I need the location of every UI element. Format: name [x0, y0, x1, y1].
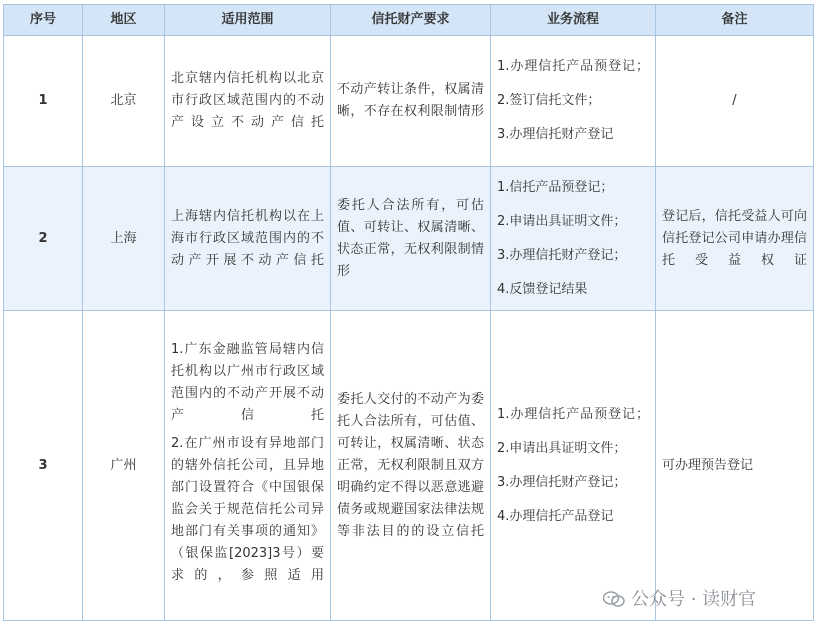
- cell-process: [491, 167, 656, 311]
- process-step: 2.申请出具证明文件；: [497, 440, 627, 456]
- scope-item: 2.在广州市设有异地部门的辖外信托公司，且异地部门设置符合《中国银保监会关于规范信托公司异地部门有关事项的通知》（银保监[2023]3号）要求的，参照适用: [171, 435, 324, 583]
- cell-no: 2: [4, 167, 83, 311]
- header-remark: 备注: [656, 5, 814, 36]
- cell-region: 上海: [83, 167, 165, 311]
- remark-text: 登记后，信托受益人可向信托登记公司申请办理信托受益权证: [662, 208, 807, 268]
- cell-region: 广州: [83, 311, 165, 621]
- cell-process: [491, 36, 656, 167]
- table-row: [4, 311, 814, 621]
- cell-scope: [165, 167, 331, 311]
- cell-region: 北京: [83, 36, 165, 167]
- cell-requirement: [331, 311, 491, 621]
- scope-text: 北京辖内信托机构以北京市行政区域范围内的不动产设立不动产信托: [171, 71, 324, 130]
- header-process: 业务流程: [491, 5, 656, 36]
- watermark: [603, 585, 756, 611]
- table-row: [4, 167, 814, 311]
- cell-scope: [165, 36, 331, 167]
- requirement-text: 委托人合法所有，可估值、可转让、权属清晰、状态正常，无权利限制情形: [337, 197, 484, 279]
- table-row: [4, 36, 814, 167]
- process-step: 2.签订信托文件；: [497, 93, 601, 108]
- requirement-text: 委托人交付的不动产为委托人合法所有，可估值、可转让，权属清晰、状态正常，无权利限制且双方明确约定不得以恶意逃避债务或规避国家法律法规等非法目的的设立信托: [337, 391, 484, 539]
- requirement-text: 不动产转让条件，权属清晰，不存在权利限制情形: [337, 82, 484, 119]
- wechat-icon: [603, 591, 625, 607]
- header-scope: 适用范围: [165, 5, 331, 36]
- process-step: 2.申请出具证明文件；: [497, 213, 627, 229]
- cell-requirement: [331, 167, 491, 311]
- header-region: 地区: [83, 5, 165, 36]
- cell-requirement: [331, 36, 491, 167]
- process-step: 1.信托产品预登记；: [497, 179, 614, 195]
- process-step: 3.办理信托财产登记: [497, 127, 614, 142]
- process-step: 1.办理信托产品预登记；: [497, 59, 649, 74]
- cell-no: 1: [4, 36, 83, 167]
- scope-text: 上海辖内信托机构以在上海市行政区域范围内的不动产开展不动产信托: [171, 208, 324, 268]
- trust-registration-table: [3, 4, 814, 621]
- cell-process: [491, 311, 656, 621]
- process-step: 4.办理信托产品登记: [497, 508, 614, 524]
- header-no: 序号: [4, 5, 83, 36]
- cell-remark: /: [656, 36, 814, 167]
- process-step: 4.反馈登记结果: [497, 281, 588, 297]
- scope-item: 1.广东金融监管局辖内信托机构以广州市行政区域范围内的不动产开展不动产信托: [171, 341, 324, 423]
- process-step: 1.办理信托产品预登记；: [497, 406, 649, 422]
- watermark-text: 公众号 · 读财官: [631, 589, 757, 610]
- cell-scope: [165, 311, 331, 621]
- cell-remark: [656, 167, 814, 311]
- cell-remark: 可办理预告登记: [656, 311, 814, 621]
- process-step: 3.办理信托财产登记；: [497, 247, 627, 263]
- process-step: 3.办理信托财产登记；: [497, 474, 627, 490]
- cell-no: 3: [4, 311, 83, 621]
- table-header-row: [4, 5, 814, 36]
- header-requirement: 信托财产要求: [331, 5, 491, 36]
